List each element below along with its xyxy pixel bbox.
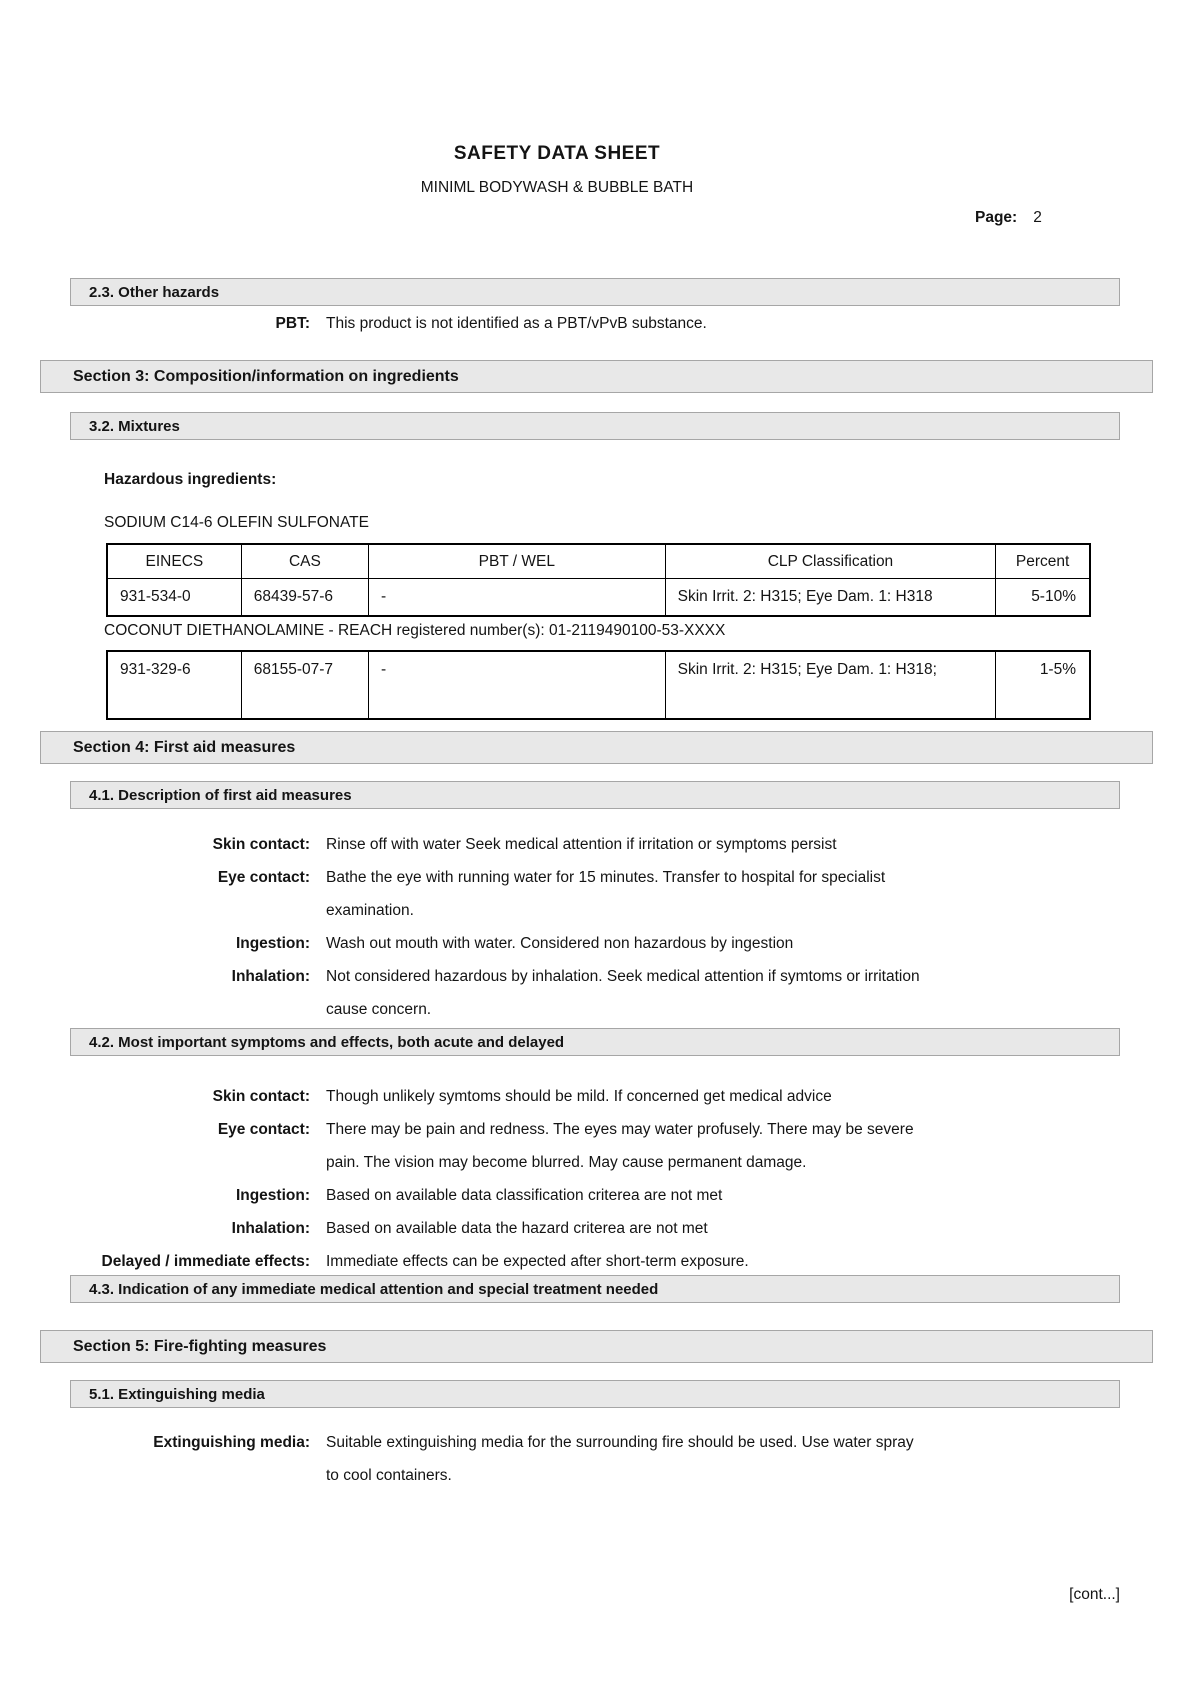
- table-header-row: [107, 544, 1090, 579]
- field-row: [40, 828, 920, 861]
- field-row: [40, 1212, 914, 1245]
- field-row: [40, 960, 920, 1026]
- field-label: Ingestion:: [235, 935, 310, 952]
- field-label: Delayed / immediate effects:: [101, 1253, 310, 1270]
- field-value-line: This product is not identified as a PBT/vPvB substance.: [326, 315, 707, 332]
- table-cell-percent: 1-5%: [996, 651, 1090, 719]
- doc-title: SAFETY DATA SHEET: [453, 143, 661, 164]
- table-cell-clp: Skin Irrit. 2: H315; Eye Dam. 1: H318;: [665, 651, 996, 719]
- field-label: Ingestion:: [235, 1187, 310, 1204]
- field-row: [40, 927, 920, 960]
- page-label: Page:: [975, 209, 1018, 226]
- field-label: Eye contact:: [217, 1121, 310, 1138]
- ingredient-name: COCONUT DIETHANOLAMINE - REACH registered number(s): 01-2119490100-53-XXXX: [104, 622, 726, 639]
- field-value-line: Though unlikely symtoms should be mild. If concerned get medical advice: [326, 1088, 832, 1105]
- field-value-line: examination.: [326, 902, 414, 919]
- table-cell-pbt-wel: -: [369, 651, 666, 719]
- subsection-banner-3-2: [70, 412, 1120, 440]
- table-cell-cas: 68155-07-7: [241, 651, 368, 719]
- doc-subtitle: MINIML BODYWASH & BUBBLE BATH: [420, 179, 694, 196]
- field-label: Inhalation:: [231, 1220, 310, 1237]
- subsection-banner-4-2: [70, 1028, 1120, 1056]
- section-heading: Section 5: Fire-fighting measures: [73, 1337, 327, 1355]
- field-value-line: to cool containers.: [326, 1467, 452, 1484]
- field-value-line: Based on available data classification criterea are not met: [326, 1187, 723, 1204]
- subsection-banner-2-3: [70, 278, 1120, 306]
- ingredients-table-2: [106, 650, 1091, 720]
- page-number: 2: [1033, 209, 1042, 226]
- table-cell-percent: 5-10%: [996, 579, 1090, 617]
- table-cell-einecs: 931-329-6: [107, 651, 241, 719]
- field-label: Skin contact:: [212, 1088, 310, 1105]
- ingredient-name: SODIUM C14-6 OLEFIN SULFONATE: [104, 514, 369, 531]
- subsection-heading: 4.2. Most important symptoms and effects, both acute and delayed: [89, 1033, 565, 1051]
- field-row: [40, 1179, 914, 1212]
- hazardous-ingredients-label: Hazardous ingredients:: [104, 471, 277, 488]
- table-cell-einecs: 931-534-0: [107, 579, 241, 617]
- symptoms-rows: [40, 1080, 914, 1278]
- table-cell-cas: 68439-57-6: [241, 579, 368, 617]
- footer-cont: [cont...]: [1069, 1586, 1120, 1603]
- table-header-cell: Percent: [996, 544, 1090, 579]
- ingredients-table-1: [106, 543, 1091, 617]
- field-label: Inhalation:: [231, 968, 310, 985]
- field-row: [40, 1245, 914, 1278]
- section-banner-5: [40, 1330, 1153, 1363]
- field-value-line: pain. The vision may become blurred. May cause permanent damage.: [326, 1154, 807, 1171]
- field-row: [40, 861, 920, 927]
- subsection-banner-4-1: [70, 781, 1120, 809]
- field-row: [40, 307, 707, 340]
- table-header-cell: EINECS: [107, 544, 241, 579]
- table-cell-pbt-wel: -: [369, 579, 666, 617]
- page-indicator: [975, 209, 1042, 227]
- table-cell-clp: Skin Irrit. 2: H315; Eye Dam. 1: H318: [665, 579, 996, 617]
- first-aid-rows: [40, 828, 920, 1026]
- extinguishing-rows: [40, 1426, 914, 1492]
- pbt-row: [40, 307, 707, 340]
- section-heading: Section 4: First aid measures: [73, 738, 296, 756]
- subsection-heading: 2.3. Other hazards: [89, 283, 220, 301]
- field-value-line: There may be pain and redness. The eyes may water profusely. There may be severe: [326, 1121, 914, 1138]
- subsection-banner-5-1: [70, 1380, 1120, 1408]
- table-row: [107, 579, 1090, 617]
- field-value-line: Wash out mouth with water. Considered non hazardous by ingestion: [326, 935, 794, 952]
- field-value-line: Immediate effects can be expected after short-term exposure.: [326, 1253, 749, 1270]
- field-value-line: cause concern.: [326, 1001, 432, 1018]
- field-label: Eye contact:: [217, 869, 310, 886]
- table-row: [107, 651, 1090, 719]
- field-value-line: Suitable extinguishing media for the surrounding fire should be used. Use water spray: [326, 1434, 914, 1451]
- field-row: [40, 1426, 914, 1492]
- section-banner-4: [40, 731, 1153, 764]
- table-header-cell: CAS: [241, 544, 368, 579]
- subsection-heading: 4.1. Description of first aid measures: [89, 786, 352, 804]
- field-label: PBT:: [275, 315, 310, 332]
- subsection-heading: 3.2. Mixtures: [89, 417, 180, 435]
- table-header-cell: PBT / WEL: [369, 544, 666, 579]
- field-row: [40, 1113, 914, 1179]
- subsection-heading: 4.3. Indication of any immediate medical attention and special treatment needed: [89, 1280, 659, 1298]
- field-value-line: Bathe the eye with running water for 15 minutes. Transfer to hospital for specialist: [326, 869, 886, 886]
- section-banner-3: [40, 360, 1153, 393]
- table-header-cell: CLP Classification: [665, 544, 996, 579]
- subsection-heading: 5.1. Extinguishing media: [89, 1385, 265, 1403]
- field-value-line: Rinse off with water Seek medical attention if irritation or symptoms persist: [326, 836, 837, 853]
- subsection-banner-4-3: [70, 1275, 1120, 1303]
- section-heading: Section 3: Composition/information on ingredients: [73, 367, 459, 385]
- field-value-line: Not considered hazardous by inhalation. Seek medical attention if symtoms or irritation: [326, 968, 920, 985]
- field-label: Skin contact:: [212, 836, 310, 853]
- field-row: [40, 1080, 914, 1113]
- field-label: Extinguishing media:: [153, 1434, 310, 1451]
- field-value-line: Based on available data the hazard criterea are not met: [326, 1220, 708, 1237]
